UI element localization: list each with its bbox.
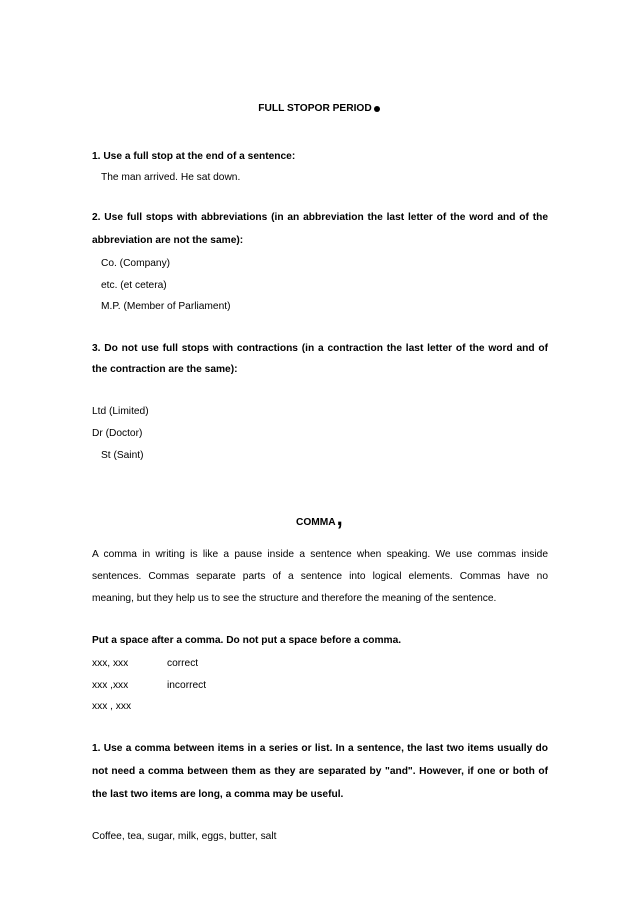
comma-space-rule: Put a space after a comma. Do not put a space before a comma. (92, 635, 402, 646)
fullstop-rule-2-line-1: 2. Use full stops with abbreviations (in an abbreviation the last letter of the word and of the (92, 212, 548, 223)
example-text: xxx, xxx (92, 658, 129, 669)
comma-intro-line: sentences. Commas separate parts of a sentence into logical elements. Commas have no (92, 571, 548, 582)
fullstop-rule-3-line-1: 3. Do not use full stops with contractions (in a contraction the last letter of the word and of (92, 343, 548, 354)
fullstop-rule-1: 1. Use a full stop at the end of a sentence: (92, 151, 296, 162)
contraction-example: St (Saint) (101, 450, 144, 461)
comma-spacing-example (92, 657, 548, 670)
contraction-example: Ltd (Limited) (92, 406, 149, 417)
comma-list-example: Coffee, tea, sugar, milk, eggs, butter, salt (92, 831, 277, 842)
abbreviation-example: Co. (Company) (101, 258, 171, 269)
fullstop-rule-1-example: The man arrived. He sat down. (101, 172, 241, 183)
comma-spacing-example (92, 700, 548, 713)
period-glyph (374, 106, 380, 112)
contraction-example: Dr (Doctor) (92, 428, 143, 439)
comma-rule-1-line: 1. Use a comma between items in a series or list. In a sentence, the last two items usually do (92, 743, 548, 754)
comma-rule-1-line: the last two items are long, a comma may be useful. (92, 789, 344, 800)
comma-glyph: , (336, 505, 343, 530)
fullstop-heading (0, 102, 638, 115)
comma-intro-line: A comma in writing is like a pause inside a sentence when speaking. We use commas inside (92, 549, 548, 560)
abbreviation-example: M.P. (Member of Parliament) (101, 301, 231, 312)
abbreviation-example: etc. (et cetera) (101, 280, 167, 291)
example-text: xxx ,xxx (92, 680, 129, 691)
fullstop-title: FULL STOPOR PERIOD (258, 103, 372, 114)
comma-rule-1-line: not need a comma between them as they are separated by "and". However, if one or both of (92, 766, 548, 777)
fullstop-rule-3-line-2: the contraction are the same): (92, 364, 238, 375)
comma-spacing-example (92, 679, 548, 692)
comma-heading (296, 505, 396, 530)
fullstop-rule-2-line-2: abbreviation are not the same): (92, 235, 244, 246)
example-label: correct (167, 658, 199, 669)
comma-title: COMMA (296, 517, 336, 528)
example-text: xxx , xxx (92, 701, 132, 712)
comma-intro-line: meaning, but they help us to see the structure and therefore the meaning of the sentence. (92, 593, 497, 604)
example-label: incorrect (167, 680, 207, 691)
